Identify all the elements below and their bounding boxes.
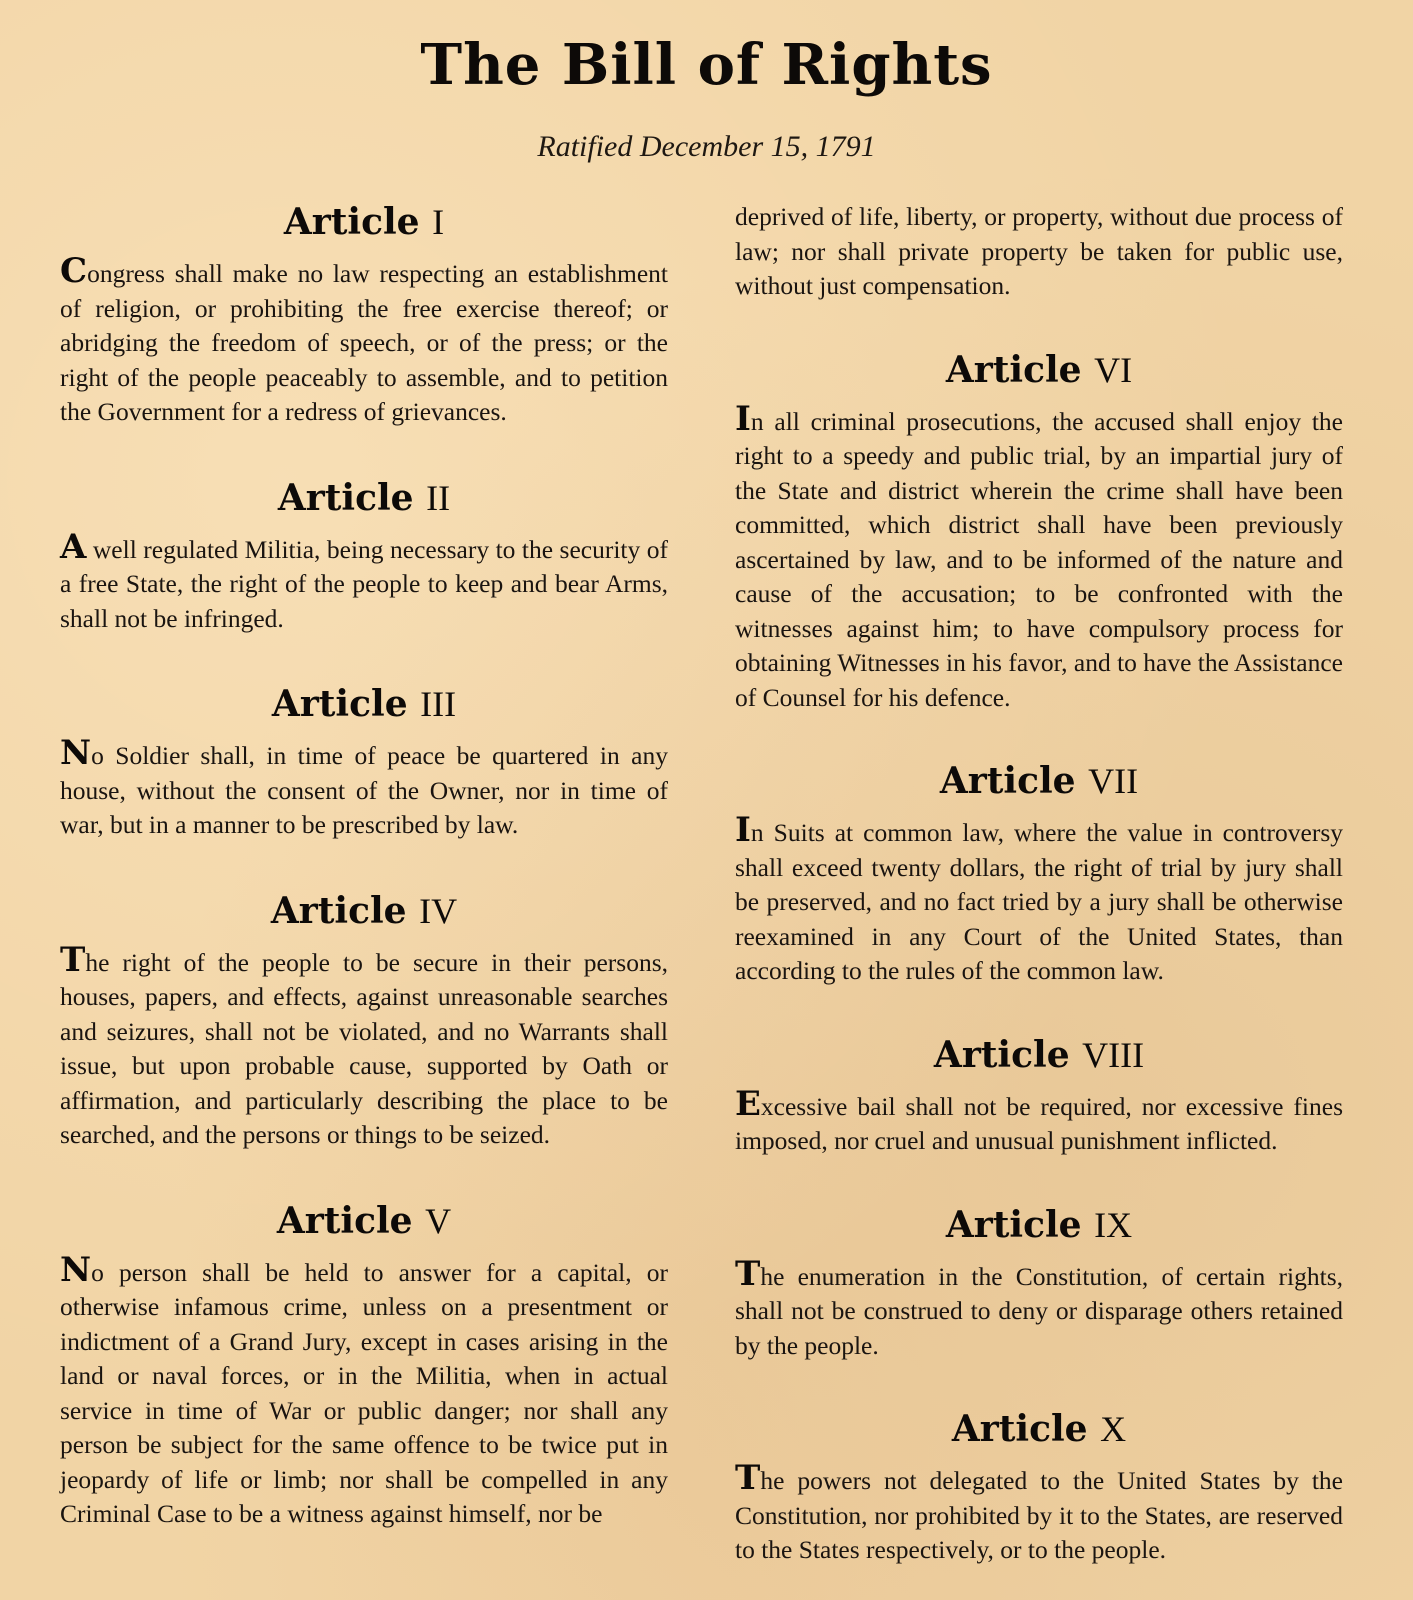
article-5-continuation (735, 200, 1343, 304)
article-text: Excessive bail shall not be required, nor excessive fines imposed, nor cruel and unusual punishment inflicted. (735, 1083, 1343, 1155)
article-text: In all criminal prosecutions, the accused shall enjoy the right to a speedy and public trial, by an impartial jury of the State and district wherein the crime shall have been committed, which district shall have been previously ascertained by law, and to be informed of the nature and cause of the accusation; to be confronted with the witnesses against him; to have compulsory process for obtaining Witnesses in his favor, and to have the Assistance of Counsel for his defence. (735, 398, 1343, 712)
drop-initial: A (60, 526, 87, 567)
article-9 (735, 1203, 1343, 1364)
article-text: No Soldier shall, in time of peace be quartered in any house, without the consent of the Owner, nor in time of war, but in a manner to be prescribed by law. (60, 733, 668, 839)
article-heading: Article III (271, 683, 457, 725)
document-title: The Bill of Rights (420, 32, 993, 98)
article-heading: Article IX (945, 1203, 1133, 1246)
drop-initial: E (735, 1083, 761, 1124)
article-text: A well regulated Militia, being necessary to the security of a free State, the right of the people to keep and bear Arms, shall not be infringed. (60, 526, 668, 633)
article-text: deprived of life, liberty, or property, without due process of law; nor shall private property be taken for public use, without just compensation. (735, 202, 1343, 300)
article-heading: Article II (277, 476, 451, 519)
article-text: Congress shall make no law respecting an establishment of religion, or prohibiting the free exercise thereof; or abridging the freedom of speech, or of the press; or the right of the people peaceably to assemble, and to petition the Government for a redress of grievances. (60, 251, 668, 426)
left-column (60, 200, 668, 1532)
drop-initial: I (735, 810, 751, 850)
article-4 (60, 889, 668, 1153)
article-3 (60, 682, 668, 843)
article-5 (60, 1199, 668, 1532)
article-text: The right of the people to be secure in their persons, houses, papers, and effects, against unreasonable searches and seizures, shall not be violated, and no Warrants shall issue, but upon probable cause, supported by Oath or affirmation, and particularly describing the place to be searched, and the persons or things to be seized. (60, 939, 668, 1149)
drop-initial: T (735, 1458, 761, 1498)
article-heading: Article V (276, 1199, 452, 1242)
article-heading: Article IV (270, 889, 458, 932)
article-heading: Article VIII (933, 1033, 1145, 1076)
drop-initial: I (735, 398, 751, 439)
article-8 (735, 1033, 1343, 1159)
article-text: No person shall be held to answer for a capital, or otherwise infamous crime, unless on a presentment or indictment of a Grand Jury, except in cases arising in the land or naval forces, or in the Militia, when in actual service in time of War or public danger; nor shall any person be subject for the same offence to be twice put in jeopardy of life or limb; nor shall be compelled in any Criminal Case to be a witness against himself, nor be (60, 1249, 668, 1528)
right-column (735, 200, 1343, 1568)
article-heading: Article VI (945, 348, 1133, 391)
drop-initial: T (735, 1253, 761, 1294)
article-6 (735, 348, 1343, 716)
article-1 (60, 200, 668, 430)
article-text: The powers not delegated to the United States by the Constitution, nor prohibited by it to the States, are reserved to the States respectively, or to the people. (735, 1458, 1343, 1564)
drop-initial: N (60, 1249, 92, 1290)
drop-initial: T (60, 939, 86, 980)
article-heading: Article I (283, 201, 445, 243)
article-10 (735, 1407, 1343, 1568)
drop-initial: N (60, 733, 92, 773)
drop-initial: C (60, 251, 88, 291)
article-7 (735, 759, 1343, 989)
article-2 (60, 476, 668, 637)
article-text: In Suits at common law, where the value in controversy shall exceed twenty dollars, the right of trial by jury shall be preserved, and no fact tried by a jury shall be otherwise reexamined in any Court of the United States, than according to the rules of the common law. (735, 810, 1343, 985)
article-heading: Article VII (939, 760, 1139, 802)
article-heading: Article X (951, 1408, 1127, 1450)
ratification-date: Ratified December 15, 1791 (537, 130, 876, 163)
article-text: The enumeration in the Constitution, of certain rights, shall not be construed to deny or disparage others retained by the people. (735, 1253, 1343, 1360)
